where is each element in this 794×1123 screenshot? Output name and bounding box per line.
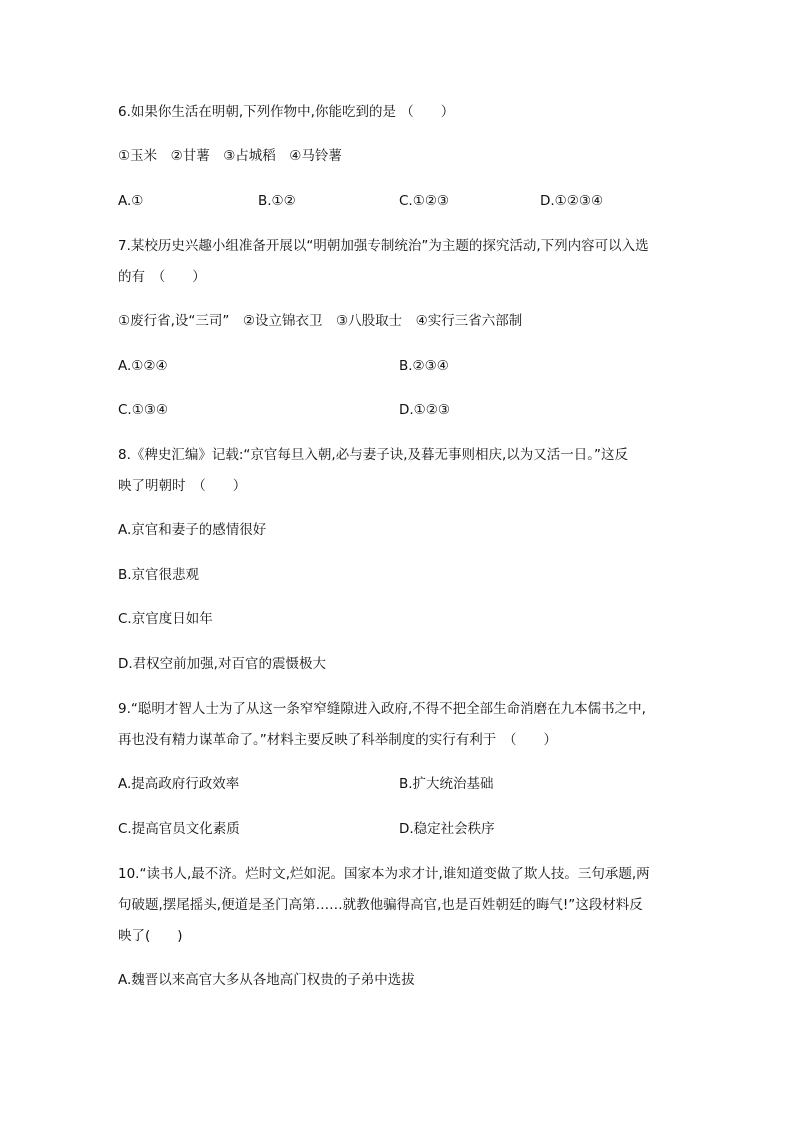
question-8-stem-line1: 8.《稗史汇编》记载:“京官每旦入朝,必与妻子诀,及暮无事则相庆,以为又活一日。”这反	[118, 447, 629, 463]
question-6-option-b: B.①②	[258, 193, 296, 209]
question-10-option-a: A.魏晋以来高官大多从各地高门权贵的子弟中选拔	[118, 972, 415, 988]
question-8-option-a: A.京官和妻子的感情很好	[118, 522, 267, 538]
question-10-stem-line2: 句破题,摆尾摇头,便道是圣门高第……就教他骗得高官,也是百姓朝廷的晦气!”这段材料反	[118, 897, 643, 913]
question-7-option-a: A.①②④	[118, 358, 168, 374]
question-6-stem: 6.如果你生活在明朝,下列作物中,你能吃到的是 （ ）	[118, 104, 455, 120]
question-8-option-c: C.京官度日如年	[118, 611, 213, 627]
question-8-option-b: B.京官很悲观	[118, 567, 200, 583]
question-9-option-a: A.提高政府行政效率	[118, 776, 240, 792]
question-7-items: ①废行省,设“三司” ②设立锦衣卫 ③八股取士 ④实行三省六部制	[118, 313, 523, 329]
question-8-stem-line2: 映了明朝时 （ ）	[118, 478, 247, 494]
question-7-option-c: C.①③④	[118, 402, 169, 418]
question-7-option-d: D.①②③	[399, 402, 450, 418]
question-9-option-d: D.稳定社会秩序	[399, 821, 495, 837]
question-10-stem-line1: 10.“读书人,最不济。烂时文,烂如泥。国家本为求才计,谁知道变做了欺人技。三句承题,两	[118, 866, 650, 882]
question-6-option-a: A.①	[118, 193, 144, 209]
question-9-stem-line1: 9.“聪明才智人士为了从这一条窄窄缝隙进入政府,不得不把全部生命消磨在九本儒书之中,	[118, 701, 646, 717]
question-10-stem-line3: 映了( )	[118, 928, 183, 944]
question-6-option-c: C.①②③	[399, 193, 450, 209]
question-7-stem-line2: 的有 （ ）	[118, 269, 206, 285]
question-9-option-b: B.扩大统治基础	[399, 776, 494, 792]
question-9-option-c: C.提高官员文化素质	[118, 821, 240, 837]
question-7-option-b: B.②③④	[399, 358, 449, 374]
question-9-stem-line2: 再也没有精力谋革命了。”材料主要反映了科举制度的实行有利于 （ ）	[118, 732, 557, 748]
question-6-option-d: D.①②③④	[540, 193, 604, 209]
question-6-items: ①玉米 ②甘薯 ③占城稻 ④马铃薯	[118, 148, 342, 164]
question-7-stem-line1: 7.某校历史兴趣小组准备开展以“明朝加强专制统治”为主题的探究活动,下列内容可以入选	[118, 238, 649, 254]
question-8-option-d: D.君权空前加强,对百官的震慑极大	[118, 656, 326, 672]
